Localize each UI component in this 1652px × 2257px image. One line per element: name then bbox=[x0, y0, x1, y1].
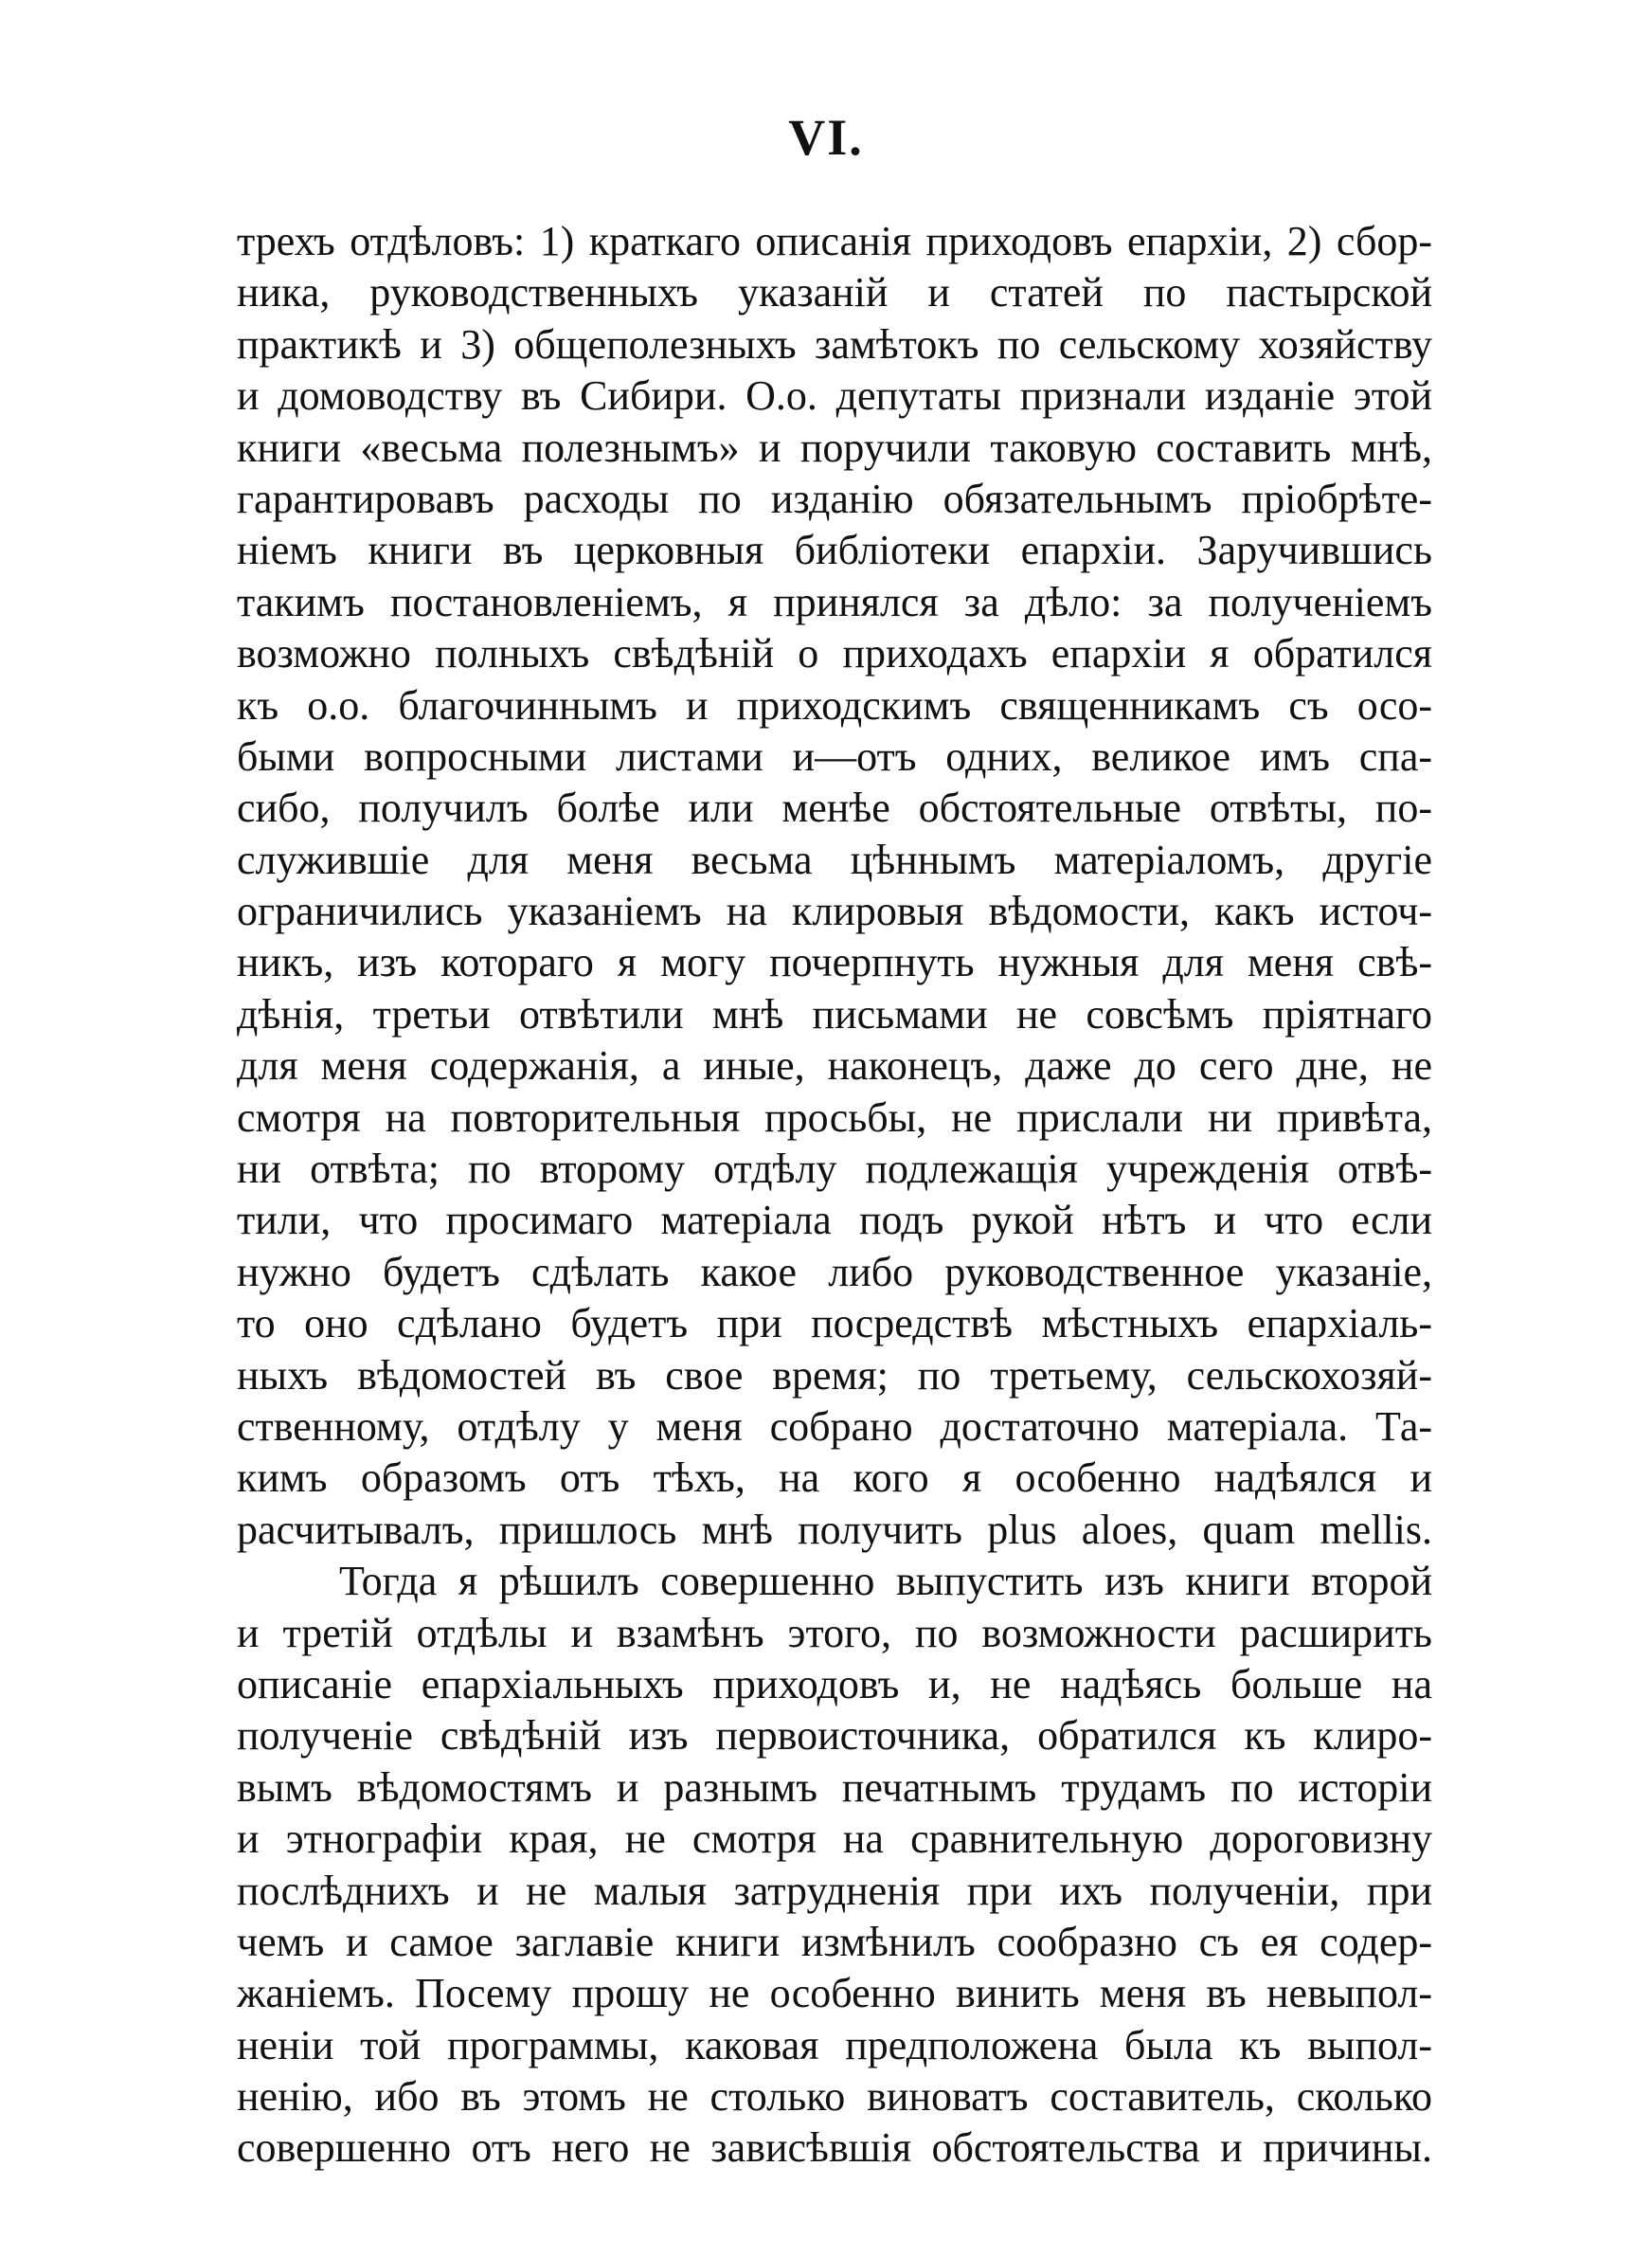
text-line: сибо, получилъ болѣе или менѣе обстоятельные отвѣты, по- bbox=[237, 785, 1432, 832]
text-line: никъ, изъ котораго я могу почерпнуть нужныя для меня свѣ- bbox=[237, 939, 1432, 986]
text-line: ни отвѣта; по второму отдѣлу подлежащія учрежденія отвѣ- bbox=[237, 1146, 1432, 1193]
text-line: и домоводству въ Сибири. О.о. депутаты признали изданіе этой bbox=[237, 372, 1432, 420]
page-number: VI. bbox=[788, 109, 864, 166]
text-line: дѣнія, третьи отвѣтили мнѣ письмами не совсѣмъ пріятнаго bbox=[237, 990, 1432, 1038]
text-line: чемъ и самое заглавіе книги измѣнилъ сообразно съ ея содер- bbox=[237, 1918, 1432, 1965]
text-line: ограничились указаніемъ на клировыя вѣдомости, какъ источ- bbox=[237, 888, 1432, 935]
text-line: тили, что просимаго матеріала подъ рукой нѣтъ и что если bbox=[237, 1197, 1432, 1244]
body-text bbox=[237, 216, 1432, 2175]
text-line: расчитывалъ, пришлось мнѣ получить plus aloes, quam mellis. bbox=[237, 1506, 1432, 1553]
text-line: нужно будетъ сдѣлать какое либо руководственное указаніе, bbox=[237, 1248, 1432, 1295]
text-line: практикѣ и 3) общеполезныхъ замѣтокъ по сельскому хозяйству bbox=[237, 320, 1432, 368]
text-line: ника, руководственныхъ указаній и статей по пастырской bbox=[237, 269, 1432, 316]
text-line: и третій отдѣлы и взамѣнъ этого, по возможности расширить bbox=[237, 1609, 1432, 1656]
text-line: полученіе свѣдѣній изъ первоисточника, обратился къ клиро- bbox=[237, 1712, 1432, 1760]
text-line: ственному, отдѣлу у меня собрано достаточно матеріала. Та- bbox=[237, 1402, 1432, 1450]
text-line: вымъ вѣдомостямъ и разнымъ печатнымъ трудамъ по исторіи bbox=[237, 1763, 1432, 1811]
text-line: кимъ образомъ отъ тѣхъ, на кого я особенно надѣялся и bbox=[237, 1454, 1432, 1502]
text-line: жаніемъ. Посему прошу не особенно винить меня въ невыпол- bbox=[237, 1970, 1432, 2017]
text-line: неніи той программы, каковая предположена была къ выпол- bbox=[237, 2021, 1432, 2068]
paragraph bbox=[237, 1556, 1432, 2175]
text-line: такимъ постановленіемъ, я принялся за дѣло: за полученіемъ bbox=[237, 578, 1432, 625]
text-line: описаніе епархіальныхъ приходовъ и, не надѣясь больше на bbox=[237, 1660, 1432, 1707]
text-line: ныхъ вѣдомостей въ свое время; по третьему, сельскохозяй- bbox=[237, 1351, 1432, 1399]
text-line: быми вопросными листами и—отъ одних, великое имъ спа- bbox=[237, 732, 1432, 780]
text-line: трехъ отдѣловъ: 1) краткаго описанія приходовъ епархіи, 2) сбор- bbox=[237, 218, 1432, 264]
text-line: смотря на повторительныя просьбы, не прислали ни привѣта, bbox=[237, 1093, 1432, 1141]
text-line: служившіе для меня весьма цѣннымъ матеріаломъ, другіе bbox=[237, 836, 1432, 883]
text-line: возможно полныхъ свѣдѣній о приходахъ епархіи я обратился bbox=[237, 630, 1432, 677]
text-line: книги «весьма полезнымъ» и поручили таковую составить мнѣ, bbox=[237, 424, 1432, 471]
text-line: совершенно отъ него не зависѣвшія обстоятельства и причины. bbox=[237, 2124, 1432, 2172]
text-line: и этнографіи края, не смотря на сравнительную дороговизну bbox=[237, 1815, 1432, 1863]
text-line: то оно сдѣлано будетъ при посредствѣ мѣстныхъ епархіаль- bbox=[237, 1300, 1432, 1347]
text-line: ненію, ибо въ этомъ не столько виноватъ составитель, сколько bbox=[237, 2073, 1432, 2121]
text-line: для меня содержанія, а иные, наконецъ, даже до сего дне, не bbox=[237, 1042, 1432, 1090]
text-line: ніемъ книги въ церковныя библіотеки епархіи. Заручившись bbox=[237, 527, 1432, 574]
paragraph bbox=[237, 216, 1432, 1556]
text-line: гарантировавъ расходы по изданію обязательнымъ пріобрѣте- bbox=[237, 475, 1432, 522]
text-line: Тогда я рѣшилъ совершенно выпустить изъ книги второй bbox=[339, 1558, 1432, 1605]
text-line: къ о.о. благочиннымъ и приходскимъ священникамъ съ осо- bbox=[237, 681, 1432, 729]
text-line: послѣднихъ и не малыя затрудненія при ихъ полученіи, при bbox=[237, 1867, 1432, 1914]
